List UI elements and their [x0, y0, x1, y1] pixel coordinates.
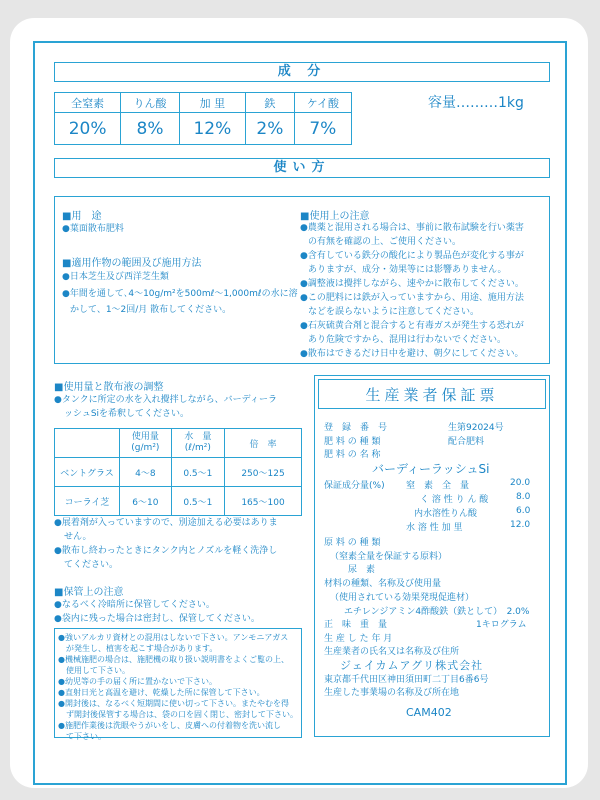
comp-header: 鉄	[246, 93, 295, 113]
guarantee-label: 保証成分量(%)	[324, 481, 385, 491]
composition-title: 成 分	[54, 62, 550, 82]
storage-list: ●なるべく冷暗所に保管してください。 ●袋内に残った場合は密封し、保管してください。	[54, 600, 260, 624]
additive-value: エチレンジアミン4酢酸鉄（鉄として） 2.0%	[344, 607, 530, 617]
capacity: 容量………1kg	[428, 95, 524, 111]
certificate-title: 生産業者保証票	[365, 386, 499, 404]
crops-line: ●年間を通して､4～10g/m²を500mℓ～1,000mℓの水に溶	[62, 289, 298, 299]
comp-header: 全窒素	[55, 93, 121, 113]
warnings-list: ●強いアルカリ資材との混用はしないで下さい。アンモニアガス が発生し、植害を起こす場合があります。 ●機械施肥の場合は、施肥機の取り扱い説明書をよくご覧の上、 使用して下さい。 ●幼児等の手の届く所に置かないで下さい。 ●直射日光と高温を避け、乾燥した所に保管して下さい。 ●開封後は、なるべく短期間に使い切って下さい。またやむを得 ず開封後保管する場合は、袋の口を固く閉じ、密封して下さい。 ●施肥作業後は洗眼やうがいをし、皮膚への付着物を洗い流し て下さい。	[58, 633, 298, 741]
usage-title: 使い方	[54, 158, 550, 178]
comp-value: 8%	[121, 113, 179, 145]
comp-value: 20%	[55, 113, 121, 145]
type-label: 肥 料 の 種 類	[324, 437, 381, 447]
precautions-heading: ■使用上の注意	[300, 211, 370, 222]
composition-table	[54, 92, 352, 145]
additive-note: （使用されている効果発現促進材）	[330, 593, 475, 603]
crops-heading: ■適用作物の範囲及び施用方法	[62, 258, 202, 269]
storage-heading: ■保管上の注意	[54, 587, 124, 598]
dosage-row-label: コーライ芝	[55, 487, 120, 516]
dosage-intro: ●タンクに所定の水を入れ攪拌しながら、バーディーラ ッシュSiを希釈してください。	[54, 395, 277, 419]
dosage-notes: ●展着剤が入っていますので、別途加える必要はありま せん。 ●散布し終わったときにタンク内とノズルを軽く洗浄し てください。	[54, 518, 278, 570]
precautions-list: ●農薬と混用される場合は、事前に散布試験を行い薬害 の有無を確認の上、ご使用ください。 ●含有している鉄分の酸化により製品色が変化する事が ありますが、成分・効果等には影響ありません。 ●調整液は攪拌しながら、速やかに散布してください。 ●この肥料には鉄が入っていますから、用途、施用方法 などを誤らないように注意してください。 ●石灰硫黄合剤と混合すると有毒ガスが発生する恐れが あり危険ですから、混用は行わないでください。 ●散布はできるだけ日中を避け、朝夕にしてください。	[300, 223, 524, 359]
crops-line: かして、1～2回/月 散布してください。	[70, 305, 232, 315]
material-value: 尿 素	[348, 565, 376, 575]
guar-value: 8.0	[516, 492, 531, 502]
weight-value: 1キログラム	[476, 620, 527, 630]
weight-label: 正 味 重 量	[324, 620, 388, 630]
comp-header: 加 里	[179, 93, 245, 113]
producer-address: 東京都千代田区神田須田町二丁目6番6号	[324, 675, 489, 685]
producer-label: 生産業者の氏名又は名称及び住所	[324, 647, 460, 657]
dosage-table: 使用量 (g/m²) 水 量 (ℓ/m²) 倍 率 ベントグラス 4～8 0.5～1 250～125 コーライ芝 6～10 0.5～1 165～100	[54, 428, 302, 516]
purpose-item: ●葉面散布肥料	[62, 224, 124, 234]
guar-value: 20.0	[510, 478, 531, 488]
crops-line: ●日本芝生及び西洋芝生類	[62, 272, 169, 282]
comp-value: 12%	[179, 113, 245, 145]
comp-value: 2%	[246, 113, 295, 145]
guar-item: 内水溶性りん酸	[414, 509, 478, 519]
material-note: （窒素全量を保証する原料）	[330, 552, 448, 562]
comp-header: りん酸	[121, 93, 179, 113]
producer-name: ジェイカムアグリ株式会社	[340, 659, 484, 672]
product-code: CAM402	[406, 706, 452, 719]
factory-label: 生産した事業場の名称及び所在地	[324, 688, 460, 698]
comp-value: 7%	[294, 113, 351, 145]
date-label: 生 産 し た 年 月	[324, 634, 393, 644]
guar-item: く 溶 性 り ん 酸	[420, 495, 489, 505]
additive-label: 材料の種類、名称及び使用量	[324, 579, 442, 589]
purpose-heading: ■用 途	[62, 211, 102, 222]
guar-item: 水 溶 性 加 里	[406, 523, 463, 533]
dosage-heading: ■使用量と散布液の調整	[54, 382, 164, 393]
dosage-row-label: ベントグラス	[55, 458, 120, 487]
guar-value: 6.0	[516, 506, 531, 516]
comp-header: ケイ酸	[294, 93, 351, 113]
guar-value: 12.0	[510, 520, 531, 530]
guar-item: 窒 素 全 量	[406, 481, 470, 491]
product-name: バーディーラッシュSi	[372, 462, 490, 476]
type-value: 配合肥料	[448, 437, 485, 447]
name-label: 肥 料 の 名 称	[324, 450, 381, 460]
reg-value: 生第92024号	[448, 423, 504, 433]
material-label: 原 料 の 種 類	[324, 538, 381, 548]
reg-label: 登 録 番 号	[324, 423, 388, 433]
